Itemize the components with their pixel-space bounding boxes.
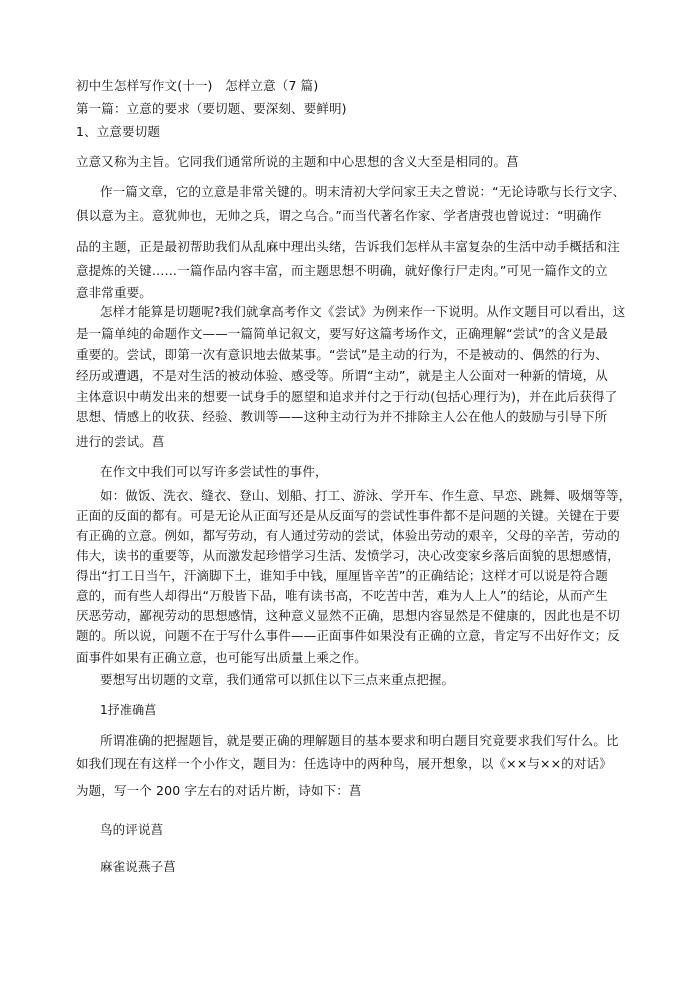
paragraph-7-line-3: 为题，写一个 200 字左右的对话片断，诗如下：菖 [76, 783, 362, 798]
paragraph-5-line-9: 面事件如果有正确立意，也可能写出质量上乘之作。 [76, 650, 367, 665]
paragraph-5-line-5: 得出“打工日当午，汗滴脚下土，谁知手中钱，厘厘皆辛苦”的正确结论；这样才可以说是符合题 [76, 568, 608, 583]
part-one-heading: 第一篇：立意的要求（要切题、要深刻、要鲜明) [76, 101, 347, 116]
poem-title: 鸟的评说菖 [100, 822, 164, 837]
paragraph-2-line-4: 意提炼的关键……一篇作品内容丰富，而主题思想不明确，就好像行尸走肉。”可见一篇作文的立 [76, 263, 608, 278]
paragraph-2-line-5: 意非常重要。 [76, 285, 152, 300]
paragraph-6: 要想写出切题的文章，我们通常可以抓住以下三点来重点把握。 [100, 672, 455, 687]
paragraph-intro: 立意又称为主旨。它同我们通常所说的主题和中心思想的含义大至是相同的。菖 [76, 154, 519, 169]
paragraph-3-line-5: 主体意识中萌发出来的想要一试身手的愿望和追求并付之于行动(包括心理行为)，并在此后获得了 [76, 389, 618, 404]
paragraph-2-line-1: 作一篇文章，它的立意是非常关键的。明末清初大学问家王夫之曾说：“无论诗歌与长行文字、 [100, 184, 626, 199]
paragraph-7-line-1: 所谓准确的把握题旨，就是要正确的理解题目的基本要求和明白题目究竟要求我们写什么。比 [100, 733, 619, 748]
paragraph-3-line-1: 怎样才能算是切题呢?我们就拿高考作文《尝试》为例来作一下说明。从作文题目可以看出，这 [100, 304, 626, 319]
paragraph-5-line-6: 意的，而有些人却得出“万般皆下品，唯有读书高，不吃苦中苦，难为人上人”的结论，从而产生 [76, 588, 608, 603]
poem-subtitle: 麻雀说燕子菖 [100, 859, 176, 874]
paragraph-3-line-3: 重要的。尝试，即第一次有意识地去做某事。“尝试”是主动的行为，不是被动的、偶然的行为、 [76, 347, 608, 362]
paragraph-2-line-3: 品的主题，正是最初帮助我们从乱麻中理出头绪，告诉我们怎样从丰富复杂的生活中动手概括和注 [76, 239, 620, 254]
paragraph-5-line-7: 厌恶劳动，鄙视劳动的思想感情，这种意义显然不正确，思想内容显然是不健康的，因此也是不切 [76, 608, 620, 623]
point-one-heading: 1、立意要切题 [76, 124, 161, 139]
paragraph-7-line-2: 如我们现在有这样一个小作文，题目为：任选诗中的两种鸟，展开想象，以《××与××的对话》 [76, 756, 612, 771]
paragraph-3-line-7: 进行的尝试。菖 [76, 434, 165, 449]
paragraph-5-line-8: 题的。所以说，问题不在于写什么事件——正面事件如果没有正确的立意，肯定写不出好作文；反 [76, 628, 620, 643]
paragraph-5-line-2: 正面的反面的都有。可是无论从正面写还是从反面写的尝试性事件都不是问题的关键。关键在于要 [76, 508, 620, 523]
paragraph-3-line-2: 是一篇单纯的命题作文——一篇简单记叙文，要写好这篇考场作文，正确理解“尝试”的含义是最 [76, 326, 608, 341]
paragraph-5-line-3: 有正确的立意。例如，都写劳动，有人通过劳动的尝试，体验出劳动的艰辛，父母的辛苦，劳动的 [76, 528, 620, 543]
paragraph-3-line-6: 思想、情感上的收获、经验、教训等——这种主动行为并不排除主人公在他人的鼓励与引导下所 [76, 409, 608, 424]
paragraph-5-line-1: 如：做饭、洗衣、缝衣、登山、划船、打工、游泳、学开车、作生意、早恋、跳舞、吸烟等等， [100, 488, 632, 503]
paragraph-3-line-4: 经历或遭遇，不是对生活的被动体验、感受等。所谓“主动”，就是主人公面对一种新的情境，从 [76, 368, 608, 383]
paragraph-5-line-4: 伟大，读书的重要等，从而激发起珍惜学习生活、发愤学习，决心改变家乡落后面貌的思想感情， [76, 548, 620, 563]
document-title: 初中生怎样写作文(十一) 怎样立意（7 篇) [76, 78, 319, 93]
paragraph-2-line-2: 俱以意为主。意犹帅也，无帅之兵，谓之乌合。”而当代著名作家、学者唐弢也曾说过：“明确作 [76, 208, 602, 223]
subheading-accurate: 1抒准确菖 [100, 703, 157, 717]
paragraph-4: 在作文中我们可以写许多尝试性的事件， [100, 464, 328, 479]
